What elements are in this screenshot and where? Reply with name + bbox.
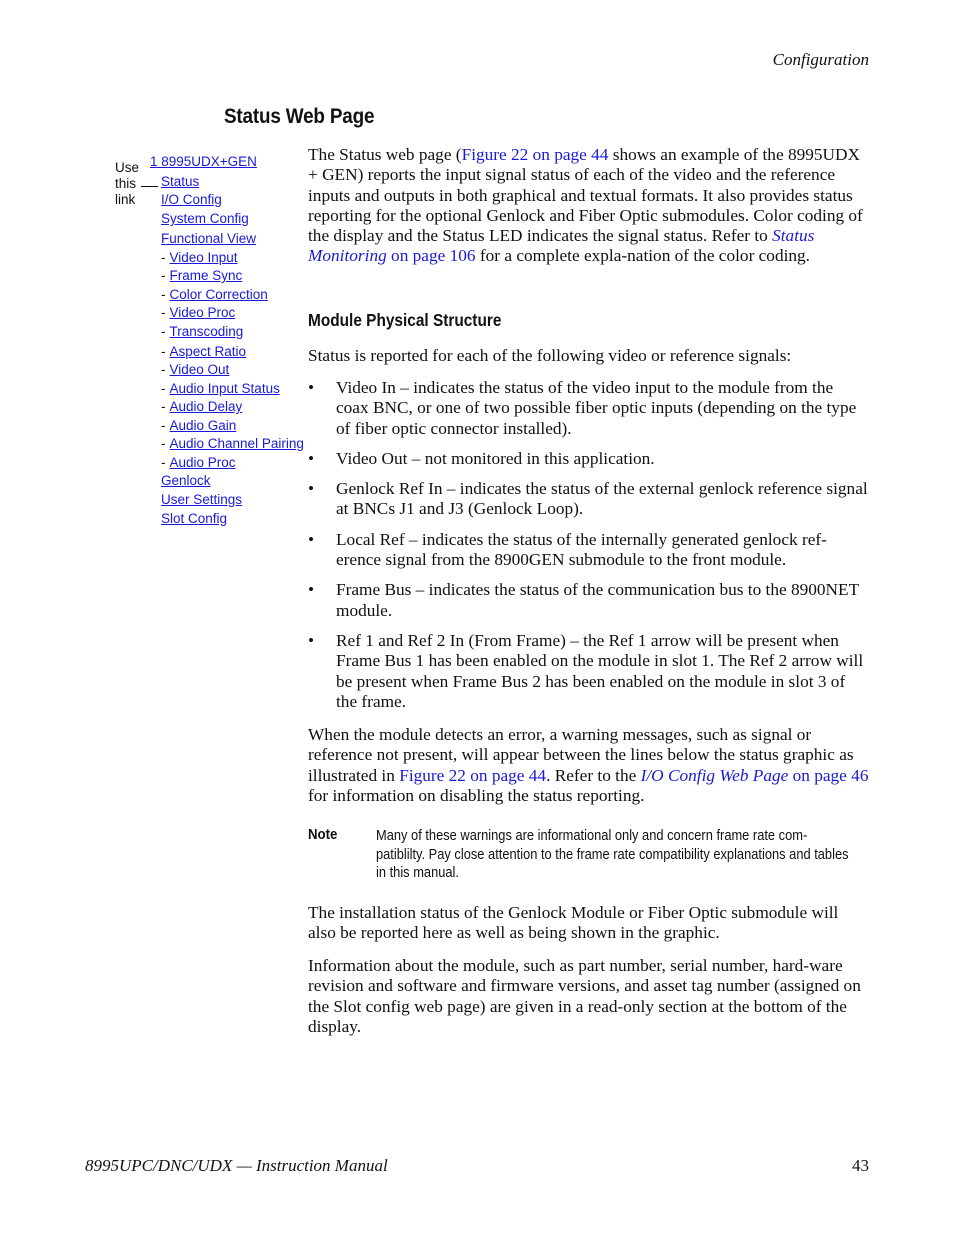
use-this-link-label [115,160,139,208]
nav-dash: - [161,362,166,377]
list-item [308,530,870,571]
nav-link[interactable]: Status [161,174,200,189]
signal-list-container [308,378,870,712]
bullet-marker: • [308,529,315,549]
list-item [308,580,870,621]
nav-item [161,343,246,361]
bullet-marker: • [308,448,315,468]
nav-link[interactable]: Aspect Ratio [169,344,247,359]
error-paragraph [308,725,870,806]
page-number: 43 [852,1156,869,1175]
list-item [308,378,870,439]
lead-paragraph: Status is reported for each of the following video or reference signals: [308,346,792,365]
nav-item [161,435,304,453]
install-paragraph: The installation status of the Genlock Module or Fiber Optic submodule will also be reported here as well as being shown in the graphic. [308,903,839,943]
nav-item [161,361,229,379]
list-item-text: Frame Bus – indicates the status of the communication bus to the 8900NET module. [336,580,859,620]
error-text-1: When the module detects an error, a warning messages, such as signal or reference not present, will appear between the lines below the status graphic as illustrated in [308,725,854,785]
nav-item [161,472,211,490]
nav-item [161,191,222,209]
error-text-2: . Refer to the [546,765,641,785]
list-item [308,449,870,469]
bullet-marker: • [308,479,315,499]
section-heading: Status Web Page [224,105,375,128]
nav-item [161,173,199,191]
info-paragraph: Information about the module, such as part number, serial number, hard-ware revision and software and firmware versions, and asset tag number (assigned on the Slot config web page) are given in a read-only section at the bottom of the display. [308,956,861,1036]
nav-item [161,267,242,285]
nav-dash: - [161,418,166,433]
note-text: Many of these warnings are informational only and concern frame rate com-patiblilty. Pay close attention to the frame rate compatibility explanations and tables in this manual. [376,828,849,881]
pointer-line [141,186,158,187]
list-item-text: Video Out – not monitored in this application. [336,448,655,468]
error-text-3: for information on disabling the status reporting. [308,785,645,805]
nav-link[interactable]: Audio Channel Pairing [169,436,304,451]
bullet-marker: • [308,630,315,650]
nav-link[interactable]: Audio Gain [169,418,237,433]
nav-dash: - [161,455,166,470]
nav-link[interactable]: Audio Input Status [169,381,280,396]
signal-list [308,378,870,712]
io-config-link[interactable] [641,766,869,785]
nav-item [161,323,243,341]
nav-item [161,491,242,509]
nav-link[interactable]: Video Out [169,362,230,377]
list-item-text: Local Ref – indicates the status of the internally generated genlock ref-erence signal from the 8900GEN submodule to the front module. [336,529,827,570]
nav-link[interactable]: Frame Sync [169,268,243,283]
nav-link[interactable]: Video Input [169,250,238,265]
intro-text-2: shows an example of the 8995UDX + GEN) reports the input signal status of each of the video and the reference inputs and outputs in both graphical and textual formats. It also provides status reporting for the optional Genlock and Fiber Optic submodules. Color coding of the display and the Status LED indicates the signal status. Refer to [308,145,863,246]
nav-item [161,510,227,528]
note-label: Note [308,826,338,843]
nav-dash: - [161,436,166,451]
nav-item [150,153,257,171]
list-item-text: Ref 1 and Ref 2 In (From Frame) – the Ref 1 arrow will be present when Frame Bus 1 has been enabled on the module in slot 1. The Ref 2 arrow will be present when Frame Bus 2 has been enabled on the module in slot 3 of the frame. [336,630,864,711]
nav-link[interactable]: Color Correction [169,287,268,302]
nav-item [161,230,256,248]
list-item-text: Genlock Ref In – indicates the status of the external genlock reference signal at BNCs J1 and J3 (Genlock Loop). [336,479,868,519]
nav-item [161,380,280,398]
nav-link[interactable]: User Settings [161,492,243,507]
use-word: Use [115,160,140,175]
nav-item [161,286,268,304]
nav-dash: - [161,250,166,265]
io-config-page: on page 46 [788,765,869,785]
io-config-title: I/O Config Web Page [640,765,789,785]
nav-item [161,304,235,322]
list-item [308,479,870,520]
nav-dash: - [161,324,166,339]
running-header: Configuration [772,50,869,69]
nav-link[interactable]: Transcoding [169,324,244,339]
footer-manual-title: 8995UPC/DNC/UDX — Instruction Manual [85,1156,388,1175]
nav-item [161,210,249,228]
status-monitoring-page: on page 106 [386,246,476,266]
nav-dash: - [161,344,166,359]
bullet-marker: • [308,580,315,600]
status-monitoring-title: Status Monitoring [308,226,815,266]
nav-dash: - [161,381,166,396]
nav-item [161,454,236,472]
link-word: link [115,192,136,207]
this-word: this [115,176,137,191]
figure-22-link-2[interactable]: Figure 22 on page 44 [399,765,547,785]
subheading: Module Physical Structure [308,310,502,330]
nav-item [161,398,242,416]
nav-link[interactable]: 1 8995UDX+GEN [150,154,257,169]
nav-dash: - [161,399,166,414]
nav-dash: - [161,268,166,283]
intro-text-1: The Status web page ( [308,145,462,164]
nav-item [161,249,238,267]
nav-link[interactable]: Video Proc [169,305,236,320]
list-item [308,631,870,712]
nav-link[interactable]: Functional View [161,231,257,246]
nav-link[interactable]: I/O Config [161,192,222,207]
figure-22-link[interactable]: Figure 22 on page 44 [461,145,609,164]
nav-item [161,417,236,435]
nav-dash: - [161,287,166,302]
bullet-marker: • [308,378,315,397]
nav-link[interactable]: Audio Proc [169,455,236,470]
intro-text-3: for a complete expla-nation of the color coding. [475,246,810,266]
list-item-text: Video In – indicates the status of the video input to the module from the coax BNC, or one of two possible fiber optic inputs (depending on the type of fiber optic connector installed). [336,378,857,438]
nav-link[interactable]: Slot Config [161,511,228,526]
nav-dash: - [161,305,166,320]
nav-link[interactable]: Genlock [161,473,211,488]
nav-link[interactable]: System Config [161,211,249,226]
nav-link[interactable]: Audio Delay [169,399,243,414]
intro-paragraph [308,145,870,267]
